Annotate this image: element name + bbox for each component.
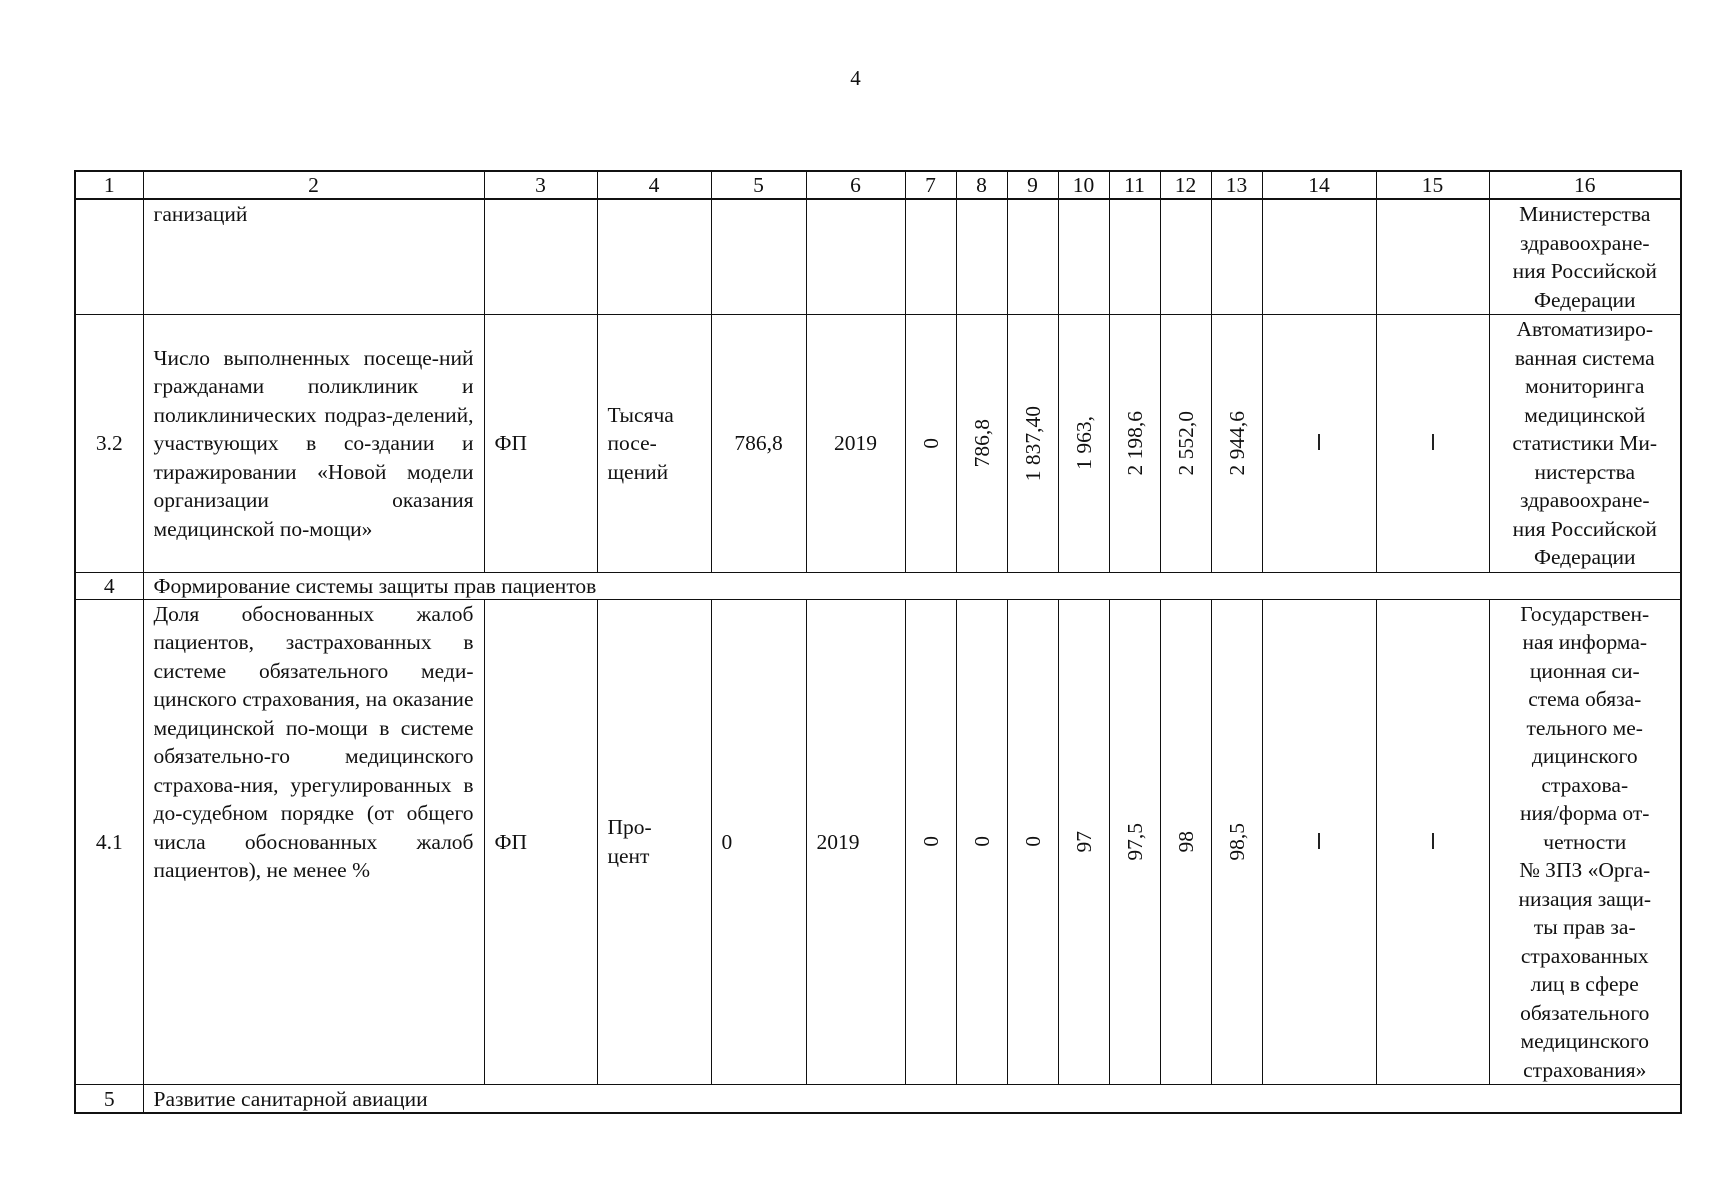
header-cell: 8: [956, 171, 1007, 199]
header-cell: 3: [484, 171, 597, 199]
base-year-cell: 2019: [806, 315, 905, 573]
empty-cell: [1007, 199, 1058, 315]
indicator-name-cell: ганизаций: [143, 199, 484, 315]
header-cell: 4: [597, 171, 711, 199]
unit-line: Тысяча: [607, 402, 674, 427]
source-cell: [1489, 315, 1681, 573]
source-line: здравоохране-: [1519, 488, 1650, 512]
source-line: Федерации: [1533, 287, 1636, 312]
header-cell: 16: [1489, 171, 1681, 199]
empty-cell: [1160, 199, 1211, 315]
empty-cell: [484, 199, 597, 315]
table-row-4-1: [75, 599, 1681, 1085]
empty-dash-cell: [1376, 599, 1489, 1085]
empty-cell: [1262, 199, 1376, 315]
value-cell: [1211, 599, 1262, 1085]
source-line: страхования»: [1523, 1057, 1647, 1082]
empty-cell: [1211, 199, 1262, 315]
value-text: 97,5: [1122, 822, 1147, 861]
header-cell: 9: [1007, 171, 1058, 199]
empty-cell: [597, 199, 711, 315]
value-text: 0: [918, 836, 943, 848]
value-cell: [1058, 315, 1109, 573]
value-cell: [1007, 599, 1058, 1085]
value-cell: [905, 599, 956, 1085]
header-cell: 13: [1211, 171, 1262, 199]
value-cell: [1007, 315, 1058, 573]
value-text: 98: [1173, 831, 1198, 853]
header-cell: 7: [905, 171, 956, 199]
source-line: ты прав за-: [1533, 915, 1636, 939]
unit-line: щений: [607, 459, 669, 484]
unit-cell: [597, 599, 711, 1085]
source-line: лиц в сфере: [1530, 972, 1639, 996]
table-row-3-2: [75, 315, 1681, 573]
empty-cell: [1376, 199, 1489, 315]
row-number-cell: [75, 199, 143, 315]
indicator-name-cell: Число выполненных посеще-ний гражданами поликлиник и поликлинических подраз-делений, участвующих в со-здании и тиражировании «Новой модели организации оказания медицинской по-мощи»: [143, 315, 484, 573]
header-cell: 6: [806, 171, 905, 199]
value-cell: [956, 599, 1007, 1085]
source-line: здравоохране-: [1519, 230, 1650, 255]
source-line: медицинского: [1520, 1029, 1649, 1053]
row-number-cell: 3.2: [75, 315, 143, 573]
source-line: Государствен-: [1520, 601, 1650, 626]
empty-cell: [905, 199, 956, 315]
value-text: 2 198,6: [1122, 411, 1147, 476]
table-row-continuation: [75, 199, 1681, 315]
section-number-cell: 5: [75, 1085, 143, 1114]
source-line: мониторинга: [1525, 374, 1645, 398]
value-cell: [1058, 599, 1109, 1085]
header-cell: 5: [711, 171, 806, 199]
empty-dash-cell: [1376, 315, 1489, 573]
base-value-cell: 786,8: [711, 315, 806, 573]
value-text: 0: [1020, 836, 1045, 848]
header-cell: 2: [143, 171, 484, 199]
row-number-cell: 4.1: [75, 599, 143, 1085]
section-title-cell: Формирование системы защиты прав пациентов: [143, 572, 1681, 599]
indicator-type-cell: ФП: [484, 599, 597, 1085]
source-line: статистики Ми-: [1512, 431, 1658, 455]
indicators-table: [74, 170, 1682, 1114]
value-text: 0: [918, 437, 943, 449]
value-text: 2 552,0: [1173, 411, 1198, 476]
value-text: 786,8: [969, 419, 994, 468]
value-text: 1 837,40: [1020, 405, 1045, 481]
empty-cell: [956, 199, 1007, 315]
header-cell: 11: [1109, 171, 1160, 199]
header-cell: 1: [75, 171, 143, 199]
indicator-type-cell: ФП: [484, 315, 597, 573]
value-cell: [1160, 315, 1211, 573]
unit-line: цент: [607, 843, 650, 868]
dash-mark: [1432, 833, 1434, 849]
section-title-cell: Развитие санитарной авиации: [143, 1085, 1681, 1114]
source-line: страхова-: [1541, 772, 1629, 797]
dash-mark: [1318, 434, 1320, 450]
source-line: стема обяза-: [1528, 687, 1642, 711]
source-line: Министерства: [1519, 202, 1651, 226]
source-line: ванная система: [1514, 345, 1655, 370]
source-line: страхованных: [1520, 943, 1649, 968]
value-cell: [1211, 315, 1262, 573]
base-year-cell: 2019: [806, 599, 905, 1085]
empty-dash-cell: [1262, 599, 1376, 1085]
value-cell: [956, 315, 1007, 573]
section-row-5: [75, 1085, 1681, 1114]
source-line: ния/форма от-: [1520, 801, 1650, 825]
unit-line: Про-: [607, 815, 652, 840]
source-line: низация защи-: [1518, 886, 1652, 911]
section-row-4: [75, 572, 1681, 599]
base-value-cell: 0: [711, 599, 806, 1085]
source-line: ционная си-: [1529, 658, 1640, 683]
source-line: обязательного: [1520, 1000, 1650, 1025]
source-cell: [1489, 599, 1681, 1085]
value-text: 97: [1071, 831, 1096, 853]
source-cell: [1489, 199, 1681, 315]
section-number-cell: 4: [75, 572, 143, 599]
value-cell: [905, 315, 956, 573]
source-line: четности: [1543, 829, 1627, 854]
value-text: 0: [969, 836, 994, 848]
value-cell: [1160, 599, 1211, 1085]
source-line: Федерации: [1533, 545, 1636, 569]
header-cell: 12: [1160, 171, 1211, 199]
empty-cell: [1058, 199, 1109, 315]
value-cell: [1109, 599, 1160, 1085]
empty-cell: [1109, 199, 1160, 315]
source-line: ная информа-: [1522, 630, 1648, 654]
unit-line: посе-: [607, 431, 657, 455]
dash-mark: [1432, 434, 1434, 450]
header-cell: 15: [1376, 171, 1489, 199]
header-cell: 14: [1262, 171, 1376, 199]
unit-cell: [597, 315, 711, 573]
source-line: нистерства: [1534, 459, 1636, 484]
empty-cell: [806, 199, 905, 315]
source-line: ния Российской: [1512, 259, 1657, 283]
source-line: тельного ме-: [1526, 715, 1643, 740]
header-cell: 10: [1058, 171, 1109, 199]
value-cell: [1109, 315, 1160, 573]
source-line: дицинского: [1531, 744, 1638, 768]
value-text: 98,5: [1224, 822, 1249, 861]
value-text: 1 963,: [1071, 416, 1096, 471]
empty-cell: [711, 199, 806, 315]
indicator-name-cell: Доля обоснованных жалоб пациентов, застрахованных в системе обязательного меди-цинского страхования, на оказание медицинской по-мощи в системе обязательно-го медицинского страхова-ния, урегулированных в до-судебном порядке (от общего числа обоснованных жалоб пациентов), не менее %: [143, 599, 484, 1085]
source-line: ния Российской: [1512, 516, 1657, 541]
dash-mark: [1318, 833, 1320, 849]
source-line: медицинской: [1524, 402, 1646, 427]
empty-dash-cell: [1262, 315, 1376, 573]
source-line: № ЗПЗ «Орга-: [1519, 858, 1651, 882]
header-row: [75, 171, 1681, 199]
value-text: 2 944,6: [1224, 411, 1249, 476]
page-number: 4: [850, 66, 861, 90]
source-line: Автоматизиро-: [1516, 317, 1654, 341]
